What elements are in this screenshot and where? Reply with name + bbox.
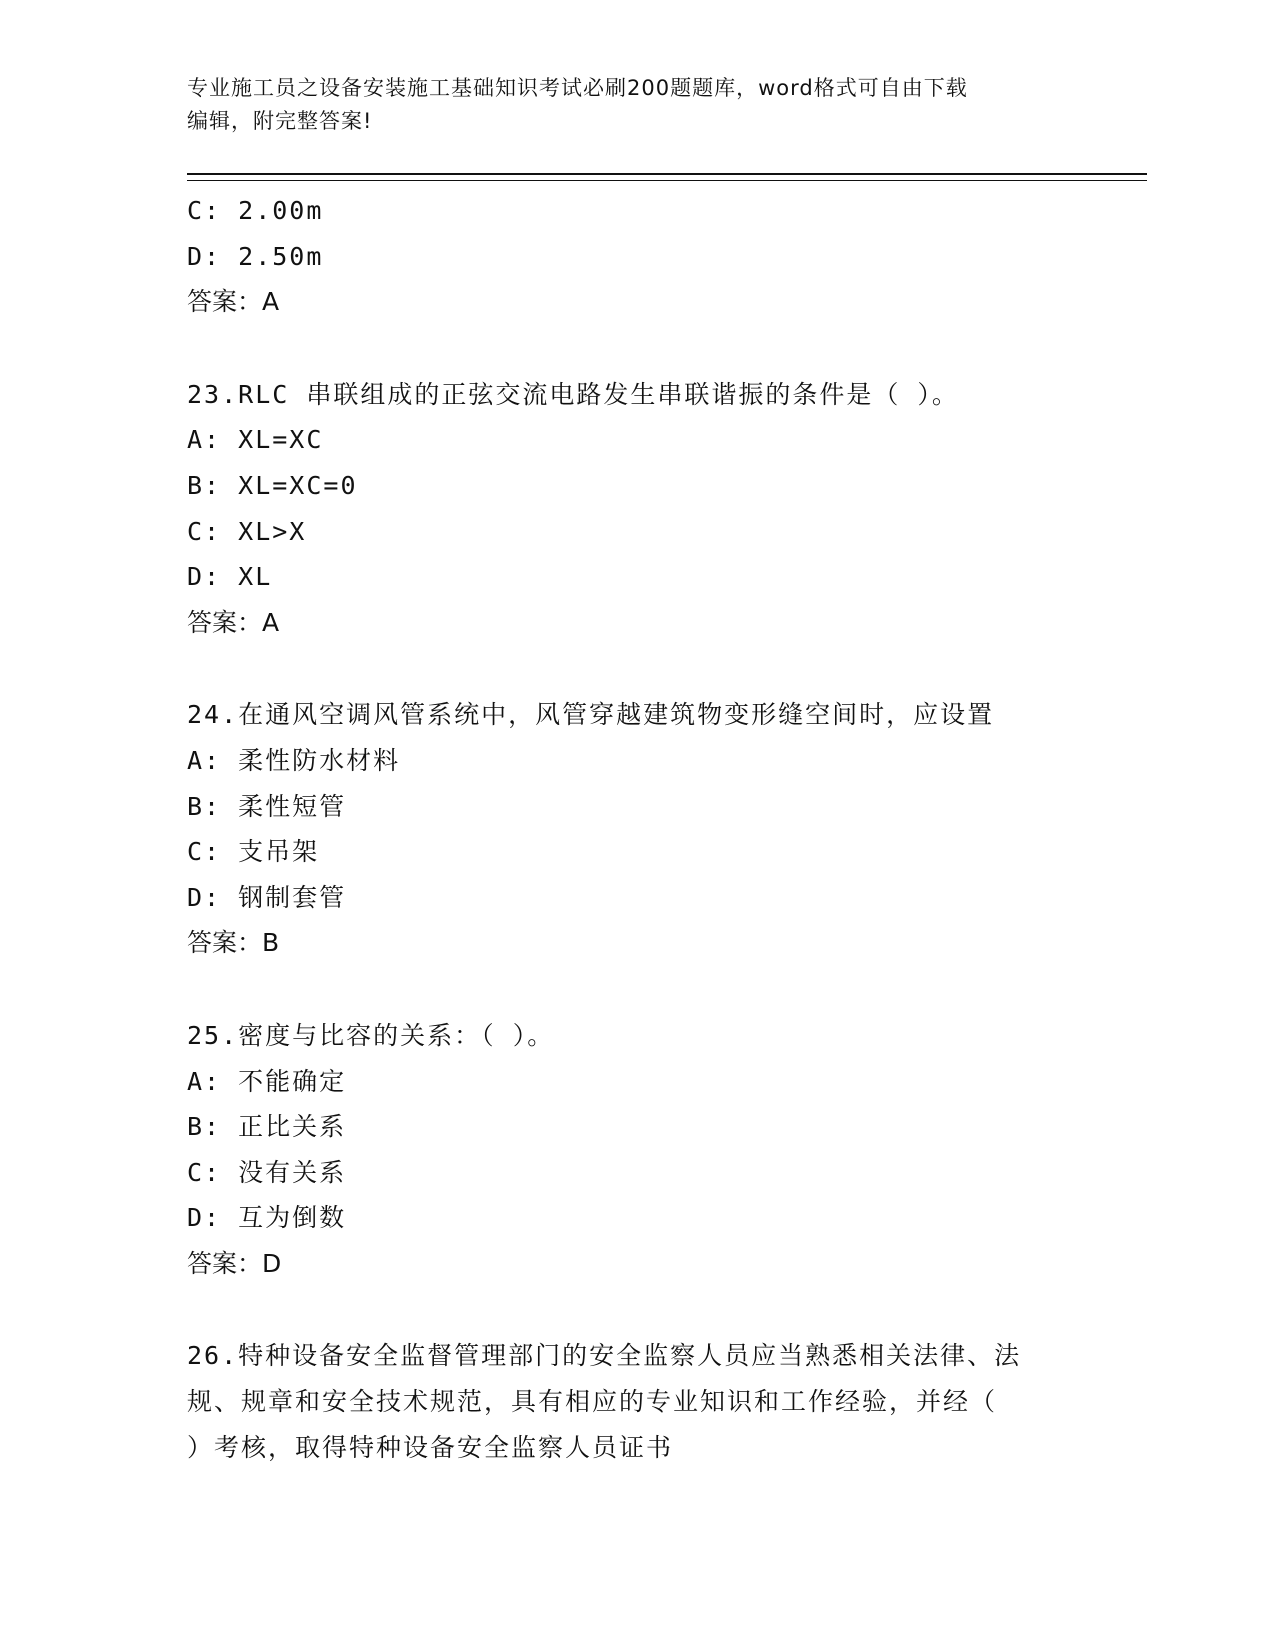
question-text-line-2: 规、规章和安全技术规范，具有相应的专业知识和工作经验，并经（ [187, 1387, 998, 1417]
option-a: A: XL=XC [187, 425, 324, 455]
option-d: D: 钢制套管 [187, 882, 347, 912]
question-text-line-3: ）考核，取得特种设备安全监察人员证书 [187, 1432, 674, 1462]
option-c: C: 2.00m [187, 196, 324, 225]
option-c: C: 支吊架 [187, 837, 320, 867]
answer-line: 答案：A [187, 607, 280, 637]
answer-line: 答案：B [187, 928, 280, 958]
option-d: D: 2.50m [187, 241, 324, 271]
question-23 [187, 372, 1087, 646]
header-divider-thick [187, 173, 1147, 175]
option-b: B: 正比关系 [187, 1112, 347, 1142]
question-list [187, 188, 1087, 1470]
question-spacer [187, 325, 1087, 372]
document-header [187, 72, 1087, 138]
option-b: B: 柔性短管 [187, 791, 347, 821]
option-d: D: 互为倒数 [187, 1203, 347, 1233]
answer-line: 答案：D [187, 1248, 282, 1278]
header-title-line-2: 编辑，附完整答案! [187, 109, 373, 133]
header-title-line-1: 专业施工员之设备安装施工基础知识考试必刷200题题库，word格式可自由下载 [187, 76, 968, 100]
question-26 [187, 1333, 1087, 1470]
answer-line: 答案：A [187, 287, 280, 317]
option-d: D: XL [187, 562, 273, 592]
option-c: C: XL>X [187, 516, 307, 546]
question-spacer [187, 1286, 1087, 1333]
question-text: 23.RLC 串联组成的正弦交流电路发生串联谐振的条件是（ ）。 [187, 379, 959, 409]
question-spacer [187, 966, 1087, 1013]
question-text: 24.在通风空调风管系统中，风管穿越建筑物变形缝空间时，应设置 [187, 700, 995, 730]
option-b: B: XL=XC=0 [187, 470, 358, 500]
header-divider-thin [187, 180, 1147, 181]
option-a: A: 不能确定 [187, 1066, 347, 1096]
option-a: A: 柔性防水材料 [187, 745, 401, 775]
question-22-tail [187, 188, 1087, 325]
option-c: C: 没有关系 [187, 1157, 347, 1187]
question-24 [187, 692, 1087, 966]
question-spacer [187, 645, 1087, 692]
question-25 [187, 1013, 1087, 1287]
question-text: 25.密度与比容的关系：（ ）。 [187, 1020, 555, 1050]
question-text-line-1: 26.特种设备安全监督管理部门的安全监察人员应当熟悉相关法律、法 [187, 1341, 1022, 1371]
